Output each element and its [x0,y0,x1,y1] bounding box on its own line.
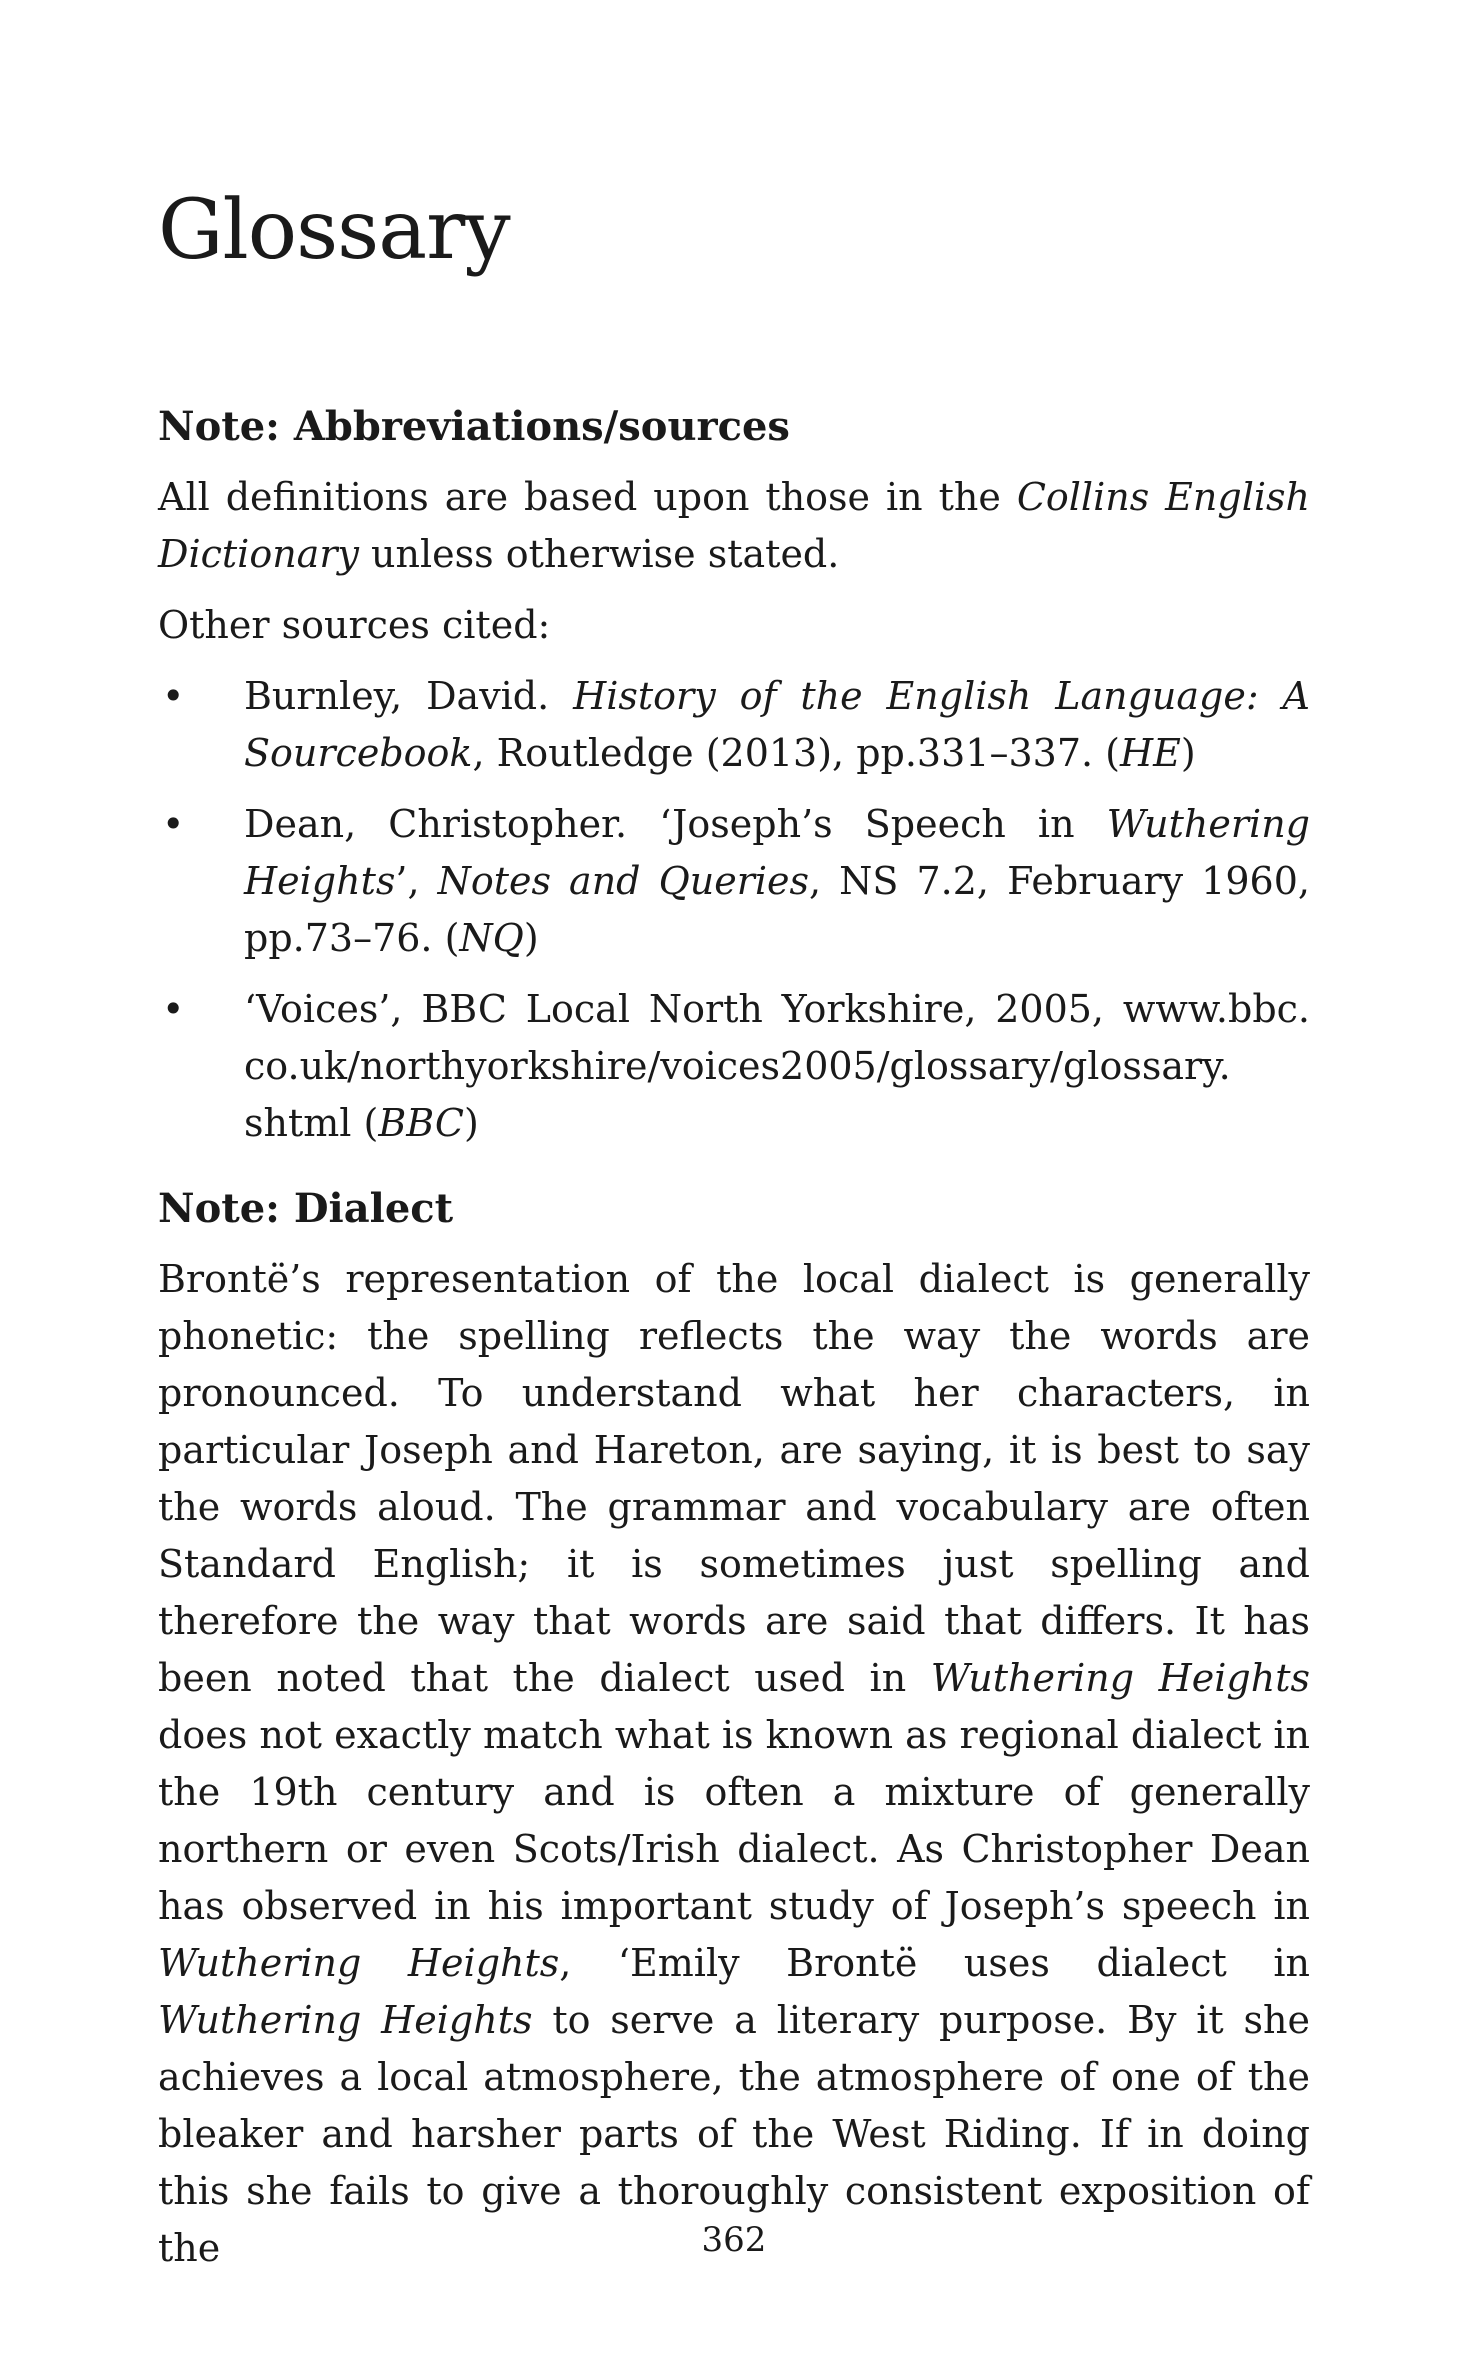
text-run: does not exactly match what is known as regional dialect in the 19th century and is often a mixture of generally northern or even Scots/Irish dialect. As Christopher Dean has observed in his important study of Joseph’s speech in [158,1713,1310,1928]
source-item [158,796,1310,967]
text-run: ) [1180,731,1196,775]
page-number: 362 [701,2220,767,2260]
other-sources-label: Other sources cited: [158,603,551,647]
text-run: ) [523,916,539,960]
bullet-icon: • [162,802,185,846]
italic-run: Wuthering Heights [158,1998,533,2042]
italic-run: Notes and Queries [437,859,809,903]
bullet-icon: • [162,674,185,718]
text-run: Dean, Christopher. ‘Joseph’s Speech in [244,802,1107,846]
text-run: Burnley, David. [244,674,574,718]
intro-text-before: All definitions are based upon those in the [158,475,1017,519]
italic-run: Wuthering Heights [158,1941,560,1985]
source-text [244,987,1310,1145]
text-run: to serve a literary purpose. By it she achieves a local atmosphere, the atmosphere of one of the bleaker and harsher parts of the West Riding. If in doing this she fails to give a thoroughly consistent exposition of the [158,1998,1310,2270]
source-item [158,668,1310,782]
text-run: ‘Voices’, BBC Local North Yorkshire, 2005, www.bbc.​co.uk/​northyorkshire/​voices2005/​glossary/​glossary.​shtml ( [244,987,1310,1145]
text-run: ’, [395,859,438,903]
text-run: , ‘Emily Brontë uses dialect in [559,1941,1310,1985]
text-run: ) [463,1101,479,1145]
text-run: Brontë’s representation of the local dialect is generally phonetic: the spelling reflects the way the words are pronounced. To understand what her characters, in particular Joseph and Hareton, are saying, it is best to say the words aloud. The grammar and vocabulary are often Standard English; it is sometimes just spelling and therefore the way that words are said that differs. It has been noted that the dialect used in [158,1257,1310,1700]
text-run: , NS 7.2, February 1960, pp.73–76. ( [244,859,1310,960]
italic-run: Wuthering Heights [930,1656,1310,1700]
source-text [244,802,1310,960]
bullet-icon: • [162,987,185,1031]
definitions-intro [158,469,1310,583]
abbreviations-heading: Note: Abbreviations/sources [158,403,790,450]
dialect-heading: Note: Dialect [158,1185,454,1232]
italic-run: BBC [378,1101,464,1145]
sources-list [158,668,1310,1152]
dialect-paragraph [158,1251,1310,2277]
italic-run: HE [1119,731,1181,775]
italic-run: NQ [459,916,524,960]
italic-run: History of the English Language: A Sourcebook [244,674,1311,775]
intro-text-after: unless otherwise stated. [358,532,840,576]
source-item [158,981,1310,1152]
source-text [244,674,1310,775]
italic-run: Wuthering Heights [244,802,1310,903]
intro-dictionary-title: Collins English Dictionary [158,475,1310,576]
page-content [158,398,1310,2291]
page-title: Glossary [158,183,510,278]
text-run: , Routledge (2013), pp.331–337. ( [472,731,1120,775]
